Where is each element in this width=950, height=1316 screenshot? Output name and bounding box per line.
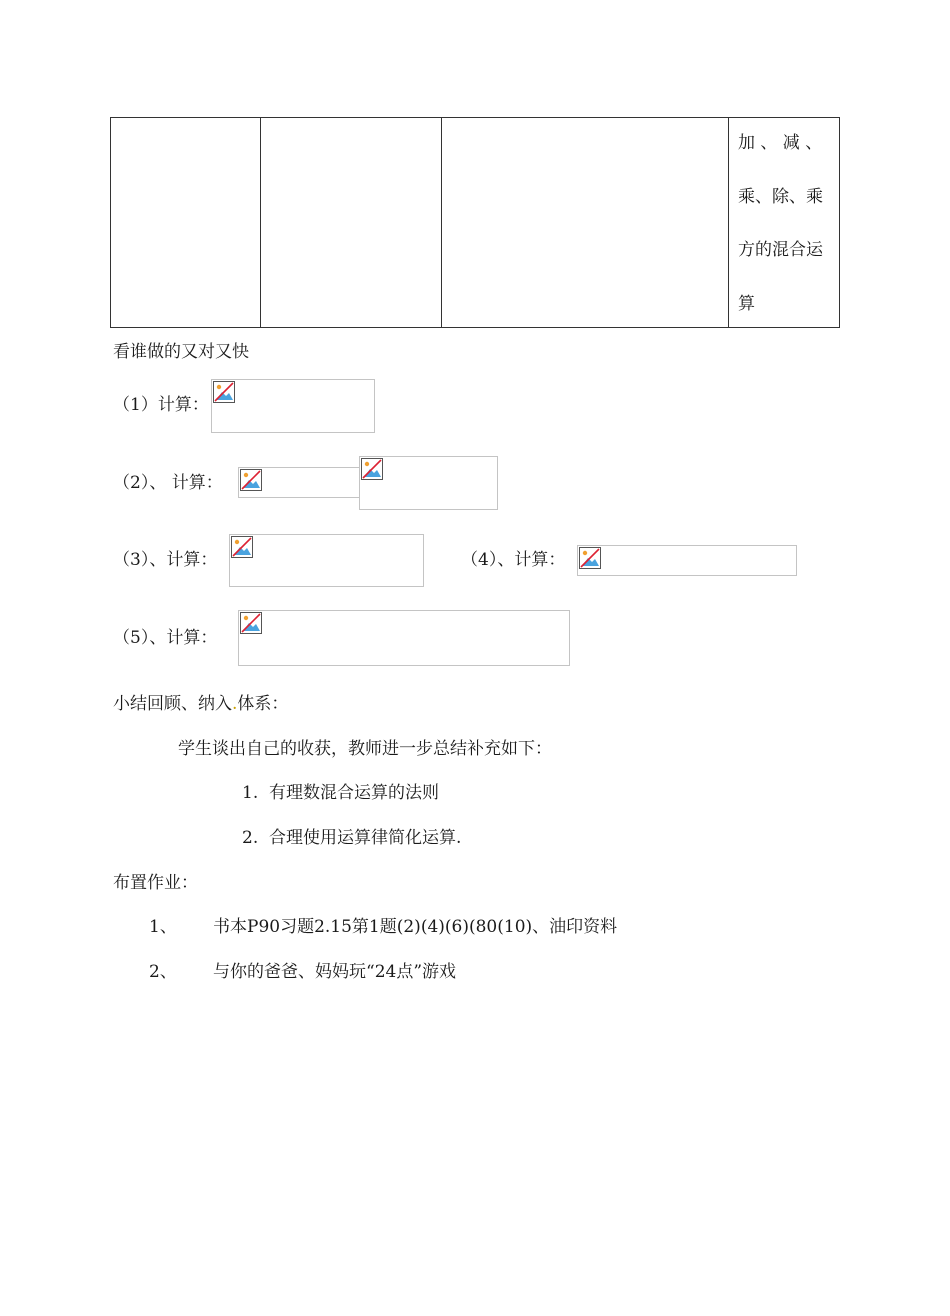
cell-line: 方的混合运 <box>738 240 823 260</box>
item-text: 有理数混合运算的法则 <box>269 783 440 803</box>
cell-line: 算 <box>738 293 755 314</box>
summary-heading-part: 小结回顾、纳入 <box>113 694 232 714</box>
broken-image-icon <box>240 469 262 491</box>
broken-image-icon <box>361 458 383 480</box>
formula-image-1 <box>211 379 375 433</box>
homework-item-number: 1、 <box>149 917 177 937</box>
cell-line: 乘、除、乘 <box>738 186 823 207</box>
summary-item-1 <box>242 778 439 803</box>
item-text: 合理使用运算律简化运算. <box>269 828 462 848</box>
broken-image-icon <box>231 536 253 558</box>
formula-image-4 <box>577 545 797 576</box>
problem-label-1: （1）计算： <box>113 395 209 415</box>
table-divider <box>728 118 729 327</box>
problem-label-3: （3）、计算： <box>113 550 218 570</box>
section-heading-quick: 看谁做的又对又快 <box>113 342 249 362</box>
broken-image-icon <box>213 381 235 403</box>
table-cell-operations <box>738 117 834 331</box>
table-divider <box>260 118 261 327</box>
formula-image-5 <box>238 610 570 666</box>
summary-heading-dot: . <box>232 694 238 714</box>
formula-image-2a <box>238 467 360 498</box>
homework-item-text: 书本P90习题2.15第1题(2)(4)(6)(80(10)、油印资料 <box>213 917 618 937</box>
summary-intro: 学生谈出自己的收获，教师进一步总结补充如下： <box>178 739 552 759</box>
summary-item-2 <box>242 823 461 848</box>
homework-item-text: 与你的爸爸、妈妈玩“24点”游戏 <box>213 962 457 982</box>
item-number: 2. <box>242 828 259 848</box>
cell-line: 加 、 减 、 <box>738 133 823 153</box>
formula-image-2b <box>359 456 498 510</box>
problem-label-4: （4）、计算： <box>461 550 566 570</box>
summary-heading-part: 体系： <box>237 694 289 714</box>
table-divider <box>441 118 442 327</box>
lesson-table <box>110 117 840 328</box>
formula-image-3 <box>229 534 424 587</box>
broken-image-icon <box>579 547 601 569</box>
item-number: 1. <box>242 783 259 803</box>
homework-item-number: 2、 <box>149 962 177 982</box>
problem-label-2: （2）、 计算： <box>113 473 223 493</box>
summary-heading <box>113 689 288 714</box>
homework-heading: 布置作业： <box>113 873 198 893</box>
broken-image-icon <box>240 612 262 634</box>
problem-label-5: （5）、计算： <box>113 628 218 648</box>
